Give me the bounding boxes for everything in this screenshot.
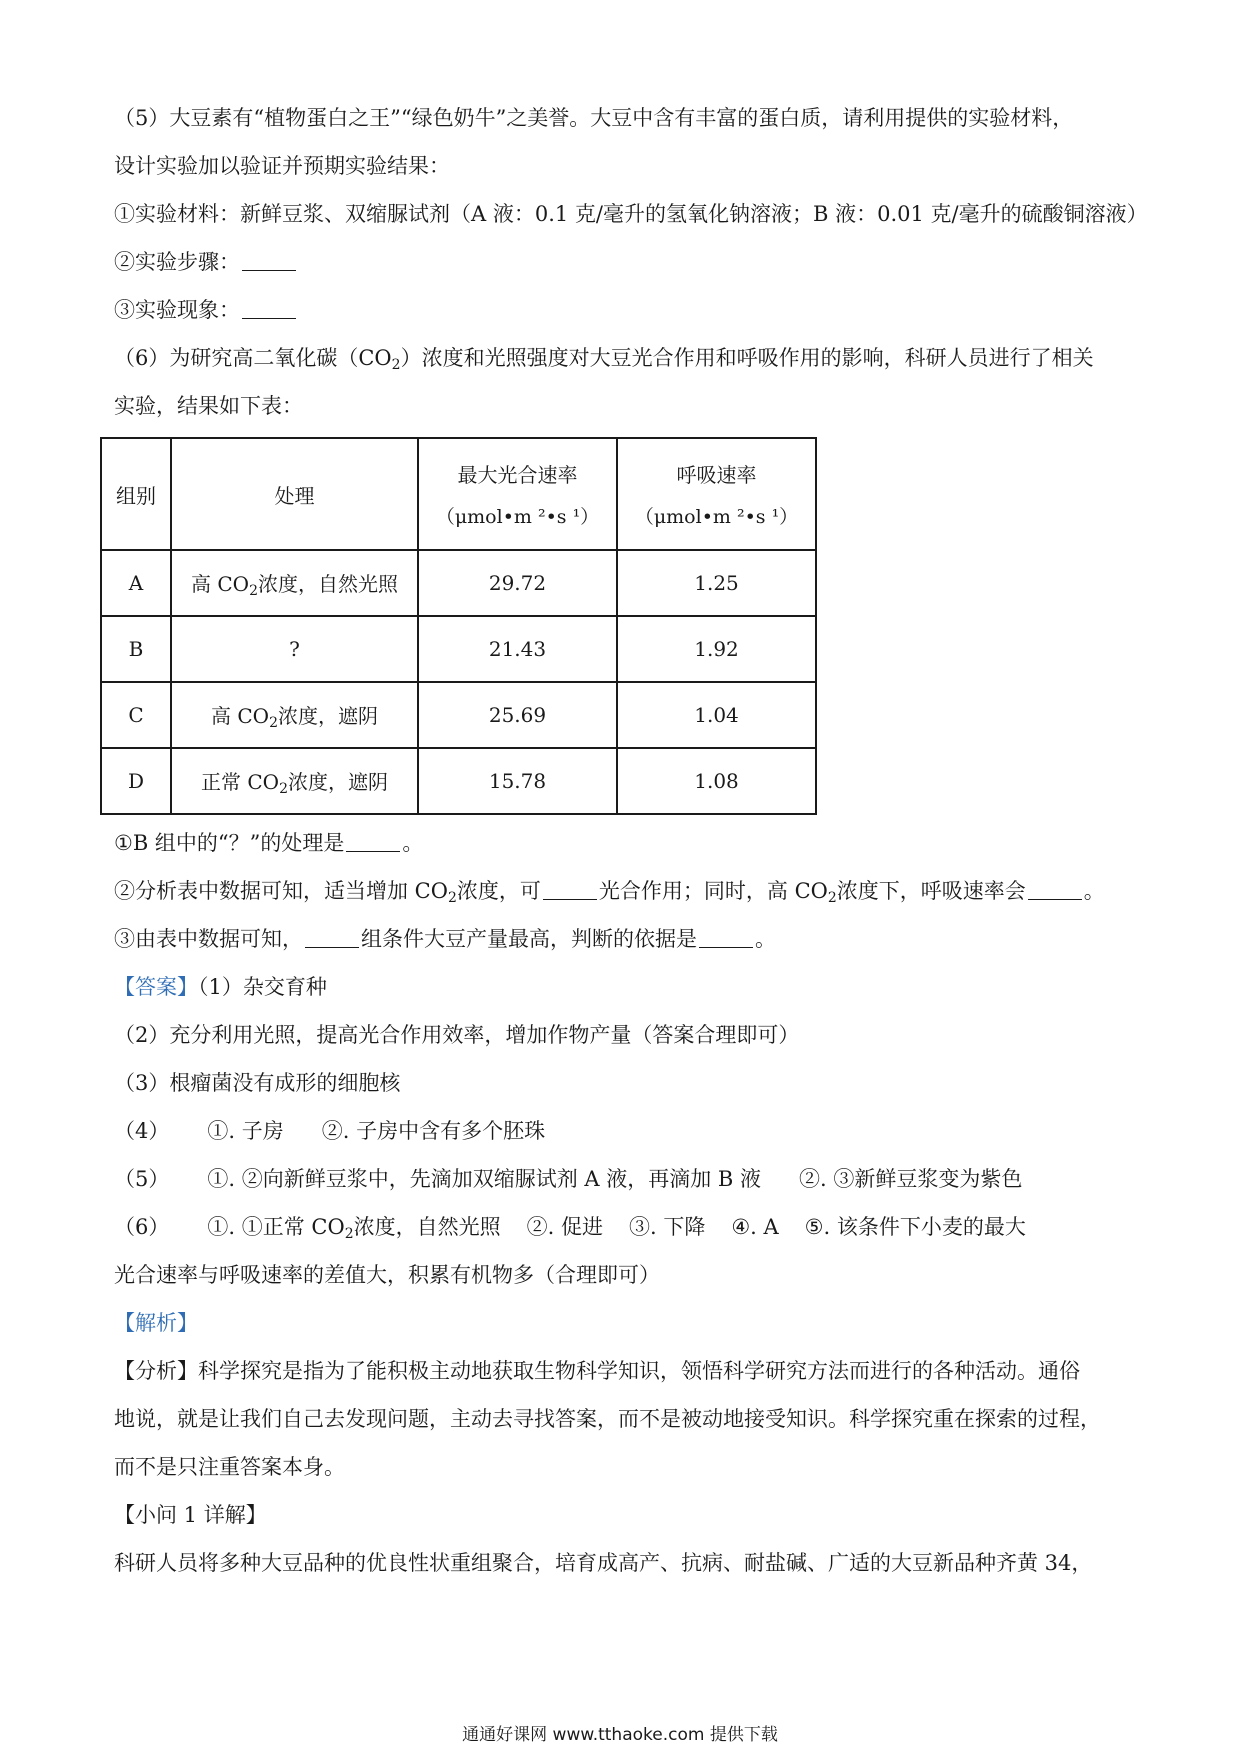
- cell-resp-rate: 1.92: [617, 616, 816, 682]
- sq1-end: 。: [402, 831, 424, 855]
- header-treatment: 处理: [171, 438, 418, 550]
- q5-phenomena-label: ③实验现象：: [114, 298, 240, 322]
- answer-6-cont: 光合速率与呼吸速率的差值大，积累有机物多（合理即可）: [114, 1263, 660, 1287]
- treatment-a: 高 CO: [211, 703, 270, 728]
- sub-question-3: [114, 924, 776, 954]
- treatment-b: 浓度，遮阴: [277, 703, 378, 728]
- answer-blank: [699, 927, 753, 948]
- answer-6-part4: ④. A: [731, 1215, 779, 1239]
- answer-6-part3: ③. 下降: [628, 1215, 706, 1239]
- sub1-label: 【小问 1 详解】: [114, 1503, 267, 1527]
- table-row: [101, 616, 816, 682]
- subscript: 2: [269, 714, 278, 731]
- answer-3: （3）根瘤菌没有成形的细胞核: [114, 1071, 401, 1095]
- cell-max-rate: 21.43: [418, 616, 617, 682]
- sq1-text: ①B 组中的“？”的处理是: [114, 831, 345, 855]
- answer-blank: [242, 250, 296, 271]
- answer-label: 【答案】: [114, 975, 198, 999]
- cell-treatment: [171, 550, 418, 616]
- answer-5: [114, 1164, 1022, 1194]
- header-resp-rate-label: 呼吸速率: [676, 463, 757, 487]
- answer-4: [114, 1116, 545, 1146]
- header-resp-rate: [617, 438, 816, 550]
- answer-1: （1）杂交育种: [198, 975, 327, 999]
- subscript: 2: [344, 1226, 354, 1242]
- header-group: 组别: [101, 438, 171, 550]
- analysis-line-1: 【分析】科学探究是指为了能积极主动地获取生物科学知识，领悟科学研究方法而进行的各种活动。通俗: [114, 1359, 1080, 1383]
- analysis-label: 【解析】: [114, 1311, 198, 1335]
- sq2-a: ②分析表中数据可知，适当增加 CO: [114, 879, 448, 903]
- answer-blank: [305, 927, 359, 948]
- cell-treatment: [171, 682, 418, 748]
- page-footer: 通通好课网 www.tthaoke.com 提供下载: [462, 1725, 778, 1745]
- answer-5-part1: ①. ②向新鲜豆浆中，先滴加双缩脲试剂 A 液，再滴加 B 液: [207, 1167, 762, 1191]
- analysis-line-3: 而不是只注重答案本身。: [114, 1455, 345, 1479]
- table-header-row: [101, 438, 816, 550]
- answer-blank: [346, 831, 400, 852]
- cell-max-rate: 29.72: [418, 550, 617, 616]
- answer-5-num: （5）: [114, 1167, 170, 1191]
- answer-6-num: （6）: [114, 1215, 170, 1239]
- cell-resp-rate: 1.08: [617, 748, 816, 814]
- subscript: 2: [391, 357, 401, 373]
- q6-line1: [114, 343, 1094, 380]
- table-row: [101, 682, 816, 748]
- sq2-b: 浓度，可: [456, 879, 541, 903]
- sub-question-2: [114, 876, 1105, 913]
- cell-resp-rate: 1.04: [617, 682, 816, 748]
- answer-line-1: [114, 972, 327, 1002]
- q5-steps: [114, 247, 298, 277]
- cell-treatment: ?: [171, 616, 418, 682]
- results-table: [100, 437, 817, 815]
- q5-line2: 设计实验加以验证并预期实验结果：: [114, 154, 450, 178]
- subscript: 2: [279, 780, 288, 797]
- answer-2: （2）充分利用光照，提高光合作用效率，增加作物产量（答案合理即可）: [114, 1023, 800, 1047]
- sub-question-1: [114, 828, 423, 858]
- answer-4-part2: ②. 子房中含有多个胚珠: [321, 1119, 546, 1143]
- q6-line1-a: （6）为研究高二氧化碳（CO: [114, 346, 392, 370]
- cell-max-rate: 25.69: [418, 682, 617, 748]
- sq2-d: 浓度下，呼吸速率会: [836, 879, 1026, 903]
- sub1-text: 科研人员将多种大豆品种的优良性状重组聚合，培育成高产、抗病、耐盐碱、广适的大豆新品种齐黄 34，: [114, 1551, 1093, 1575]
- q6-line1-b: ）浓度和光照强度对大豆光合作用和呼吸作用的影响，科研人员进行了相关: [400, 346, 1094, 370]
- cell-treatment: [171, 748, 418, 814]
- treatment-a: 高 CO: [191, 571, 250, 596]
- sq3-c: 。: [755, 927, 776, 951]
- cell-group: D: [101, 748, 171, 814]
- answer-6-part2: ②. 促进: [526, 1215, 603, 1239]
- subscript: 2: [249, 582, 258, 599]
- answer-6-part1b: 浓度，自然光照: [353, 1215, 501, 1239]
- analysis-line-2: 地说，就是让我们自己去发现问题，主动去寻找答案，而不是被动地接受知识。科学探究重在探索的过程，: [114, 1407, 1101, 1431]
- q6-line2: 实验，结果如下表：: [114, 394, 303, 418]
- answer-4-num: （4）: [114, 1119, 170, 1143]
- cell-group: A: [101, 550, 171, 616]
- answer-5-part2: ②. ③新鲜豆浆变为紫色: [799, 1167, 1023, 1191]
- sq2-e: 。: [1083, 879, 1105, 903]
- sq3-a: ③由表中数据可知，: [114, 927, 303, 951]
- q5-line1: （5）大豆素有“植物蛋白之王”“绿色奶牛”之美誉。大豆中含有丰富的蛋白质，请利用提供的实验材料，: [114, 106, 1074, 130]
- treatment-b: 浓度，自然光照: [257, 571, 398, 596]
- table-row: [101, 550, 816, 616]
- answer-blank: [1028, 879, 1082, 900]
- answer-6-part5: ⑤. 该条件下小麦的最大: [804, 1215, 1026, 1239]
- answer-blank: [242, 298, 296, 319]
- q5-materials: ①实验材料：新鲜豆浆、双缩脲试剂（A 液：0.1 克/毫升的氢氧化钠溶液；B 液：0.01 克/毫升的硫酸铜溶液）: [114, 202, 1148, 226]
- answer-6-part1a: ①. ①正常 CO: [207, 1215, 345, 1239]
- q5-phenomena: [114, 295, 298, 325]
- subscript: 2: [447, 890, 457, 906]
- cell-group: C: [101, 682, 171, 748]
- cell-max-rate: 15.78: [418, 748, 617, 814]
- cell-group: B: [101, 616, 171, 682]
- sq3-b: 组条件大豆产量最高，判断的依据是: [361, 927, 697, 951]
- table-row: [101, 748, 816, 814]
- q5-steps-label: ②实验步骤：: [114, 250, 240, 274]
- header-resp-rate-unit: （μmol•m ²•s ¹）: [634, 506, 799, 528]
- treatment-a: 正常 CO: [201, 769, 280, 794]
- header-max-rate-label: 最大光合速率: [457, 463, 578, 487]
- sq2-c: 光合作用；同时，高 CO: [598, 879, 828, 903]
- answer-blank: [543, 879, 597, 900]
- header-max-rate-unit: （μmol•m ²•s ¹）: [435, 506, 600, 528]
- subscript: 2: [827, 890, 837, 906]
- cell-resp-rate: 1.25: [617, 550, 816, 616]
- treatment-b: 浓度，遮阴: [287, 769, 388, 794]
- answer-4-part1: ①. 子房: [207, 1119, 284, 1143]
- header-max-rate: [418, 438, 617, 550]
- answer-6: [114, 1212, 1026, 1249]
